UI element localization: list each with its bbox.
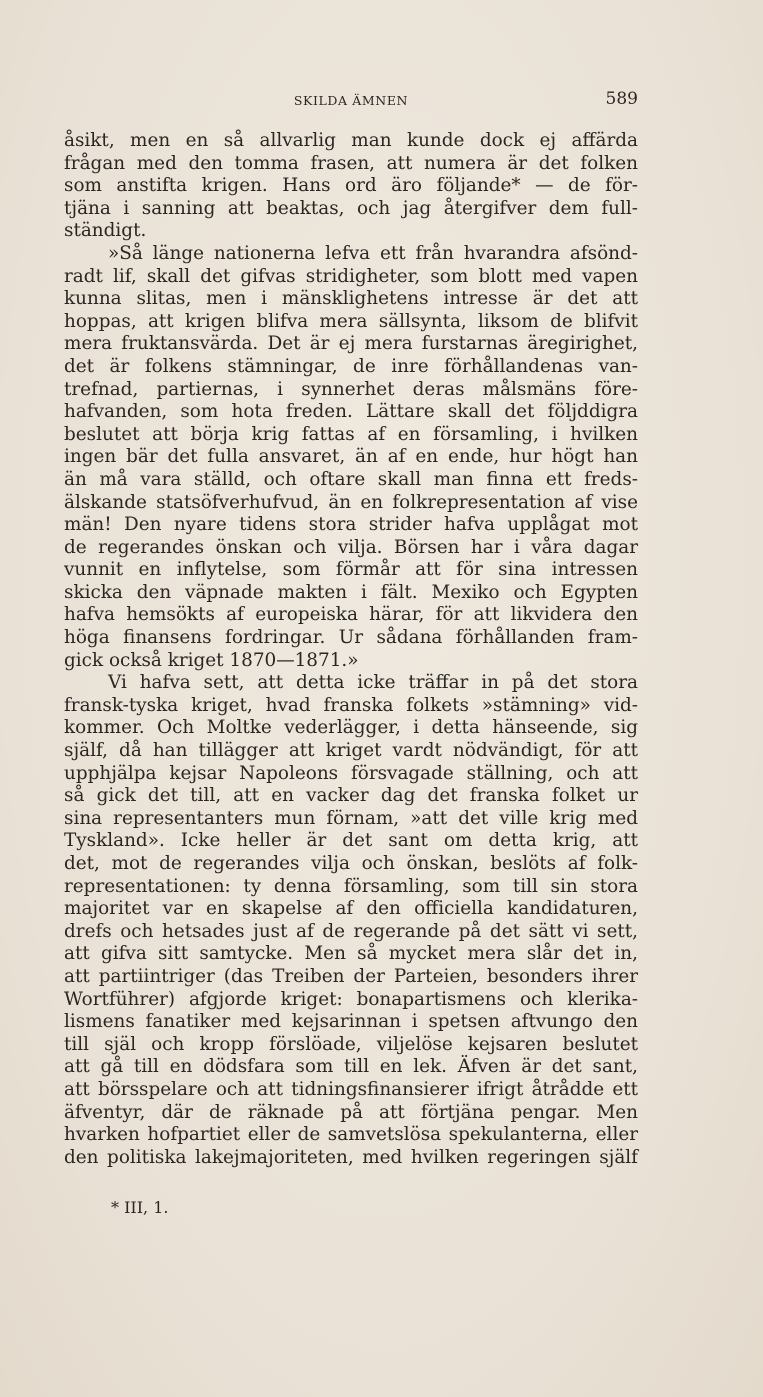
text-line: det, mot de regerandes vilja och önskan, beslöts af folk- [64, 853, 638, 874]
text-line: fransk-tyska kriget, hvad franska folkets »stämning» vid- [64, 694, 638, 716]
text-line: att partiintriger (das Treiben der Parteien, besonders ihrer [64, 965, 638, 987]
text-line: radt lif, skall det gifvas stridigheter, som blott med vapen [64, 265, 638, 287]
text-line: hafva hemsökts af europeiska härar, för att likvidera den [64, 604, 638, 626]
text-line: »Så länge nationerna lefva ett från hvarandra afsönd- [108, 242, 638, 264]
text-line: kommer. Och Moltke vederlägger, i detta hänseende, sig [64, 717, 638, 739]
text-line: själf, då han tillägger att kriget vardt nödvändigt, för att [64, 740, 638, 762]
text-line: ingen bär det fulla ansvaret, än af en ende, hur högt han [64, 446, 638, 468]
text-line: upphjälpa kejsar Napoleons försvagade ställning, och att [64, 762, 638, 784]
text-line: skicka den väpnade makten i fält. Mexiko och Egypten [64, 581, 638, 603]
text-line: mera fruktansvärda. Det är ej mera furstarnas äregirighet, [64, 333, 638, 355]
text-line: trefnad, partiernas, i synnerhet deras målsmäns före- [64, 378, 638, 400]
text-line: majoritet var en skapelse af den officiella kandidaturen, [64, 898, 638, 920]
text-line: Vi hafva sett, att detta icke träffar in på det stora [108, 672, 638, 694]
text-line: så gick det till, att en vacker dag det franska folket ur [64, 785, 638, 807]
text-line: att gå till en dödsfara som till en lek. Äfven är det sant, [64, 1056, 638, 1078]
text-line: som anstifta krigen. Hans ord äro följande* — de för- [64, 175, 638, 197]
running-head: SKILDA ÄMNEN [293, 93, 409, 108]
text-line: drefs och hetsades just af de regerande på det sätt vi sett, [64, 920, 638, 942]
text-line: till själ och kropp förslöade, viljelöse kejsaren beslutet [64, 1033, 638, 1055]
text-line: gick också kriget 1870—1871.» [64, 649, 359, 671]
footnote: * III, 1. [111, 1198, 169, 1217]
text-line: höga finansens fordringar. Ur sådana förhållanden fram- [64, 627, 638, 649]
text-line: älskande statsöfverhufvud, än en folkrepresentation af vise [64, 491, 638, 513]
text-line: Wortführer) afgjorde kriget: bonapartismens och klerika- [64, 988, 638, 1010]
page-header [64, 91, 638, 113]
text-line: tjäna i sanning att beaktas, och jag återgifver dem full- [64, 197, 638, 219]
text-line: än må vara ställd, och oftare skall man finna ett freds- [64, 468, 638, 490]
text-line: åsikt, men en så allvarlig man kunde dock ej affärda [64, 130, 638, 151]
page-number: 589 [605, 89, 638, 109]
text-line: beslutet att börja krig fattas af en församling, i hvilken [64, 423, 638, 445]
text-line: den politiska lakejmajoriteten, med hvilken regeringen själf [64, 1146, 638, 1168]
text-line: hoppas, att krigen blifva mera sällsynta, liksom de blifvit [64, 310, 638, 332]
text-line: att börsspelare och att tidningsfinansierer ifrigt åtrådde ett [64, 1078, 638, 1100]
text-line: ständigt. [64, 220, 147, 242]
text-line: de regerandes önskan och vilja. Börsen har i våra dagar [64, 536, 638, 558]
text-line: vunnit en inflytelse, som förmår att för sina intressen [64, 559, 638, 581]
text-line: det är folkens stämningar, de inre förhållandenas van- [64, 355, 638, 377]
text-line: hvarken hofpartiet eller de samvetslösa spekulanterna, eller [64, 1124, 638, 1146]
text-line: frågan med den tomma frasen, att numera är det folken [64, 152, 638, 174]
body-text [64, 130, 638, 1169]
text-line: Tyskland». Icke heller är det sant om detta krig, att [64, 830, 638, 852]
text-line: hafvanden, som hota freden. Lättare skall det följddigra [64, 401, 638, 423]
text-line: representationen: ty denna församling, som till sin stora [64, 875, 638, 897]
text-line: sina representanters mun förnam, »att det ville krig med [64, 807, 638, 829]
text-line: män! Den nyare tidens stora strider hafva upplågat mot [64, 514, 638, 536]
text-line: äfventyr, där de räknade på att förtjäna pengar. Men [64, 1101, 638, 1123]
text-line: lismens fanatiker med kejsarinnan i spetsen aftvungo den [64, 1011, 638, 1033]
text-line: att gifva sitt samtycke. Men så mycket mera slår det in, [64, 943, 638, 965]
text-line: kunna slitas, men i mänsklighetens intresse är det att [64, 288, 638, 310]
